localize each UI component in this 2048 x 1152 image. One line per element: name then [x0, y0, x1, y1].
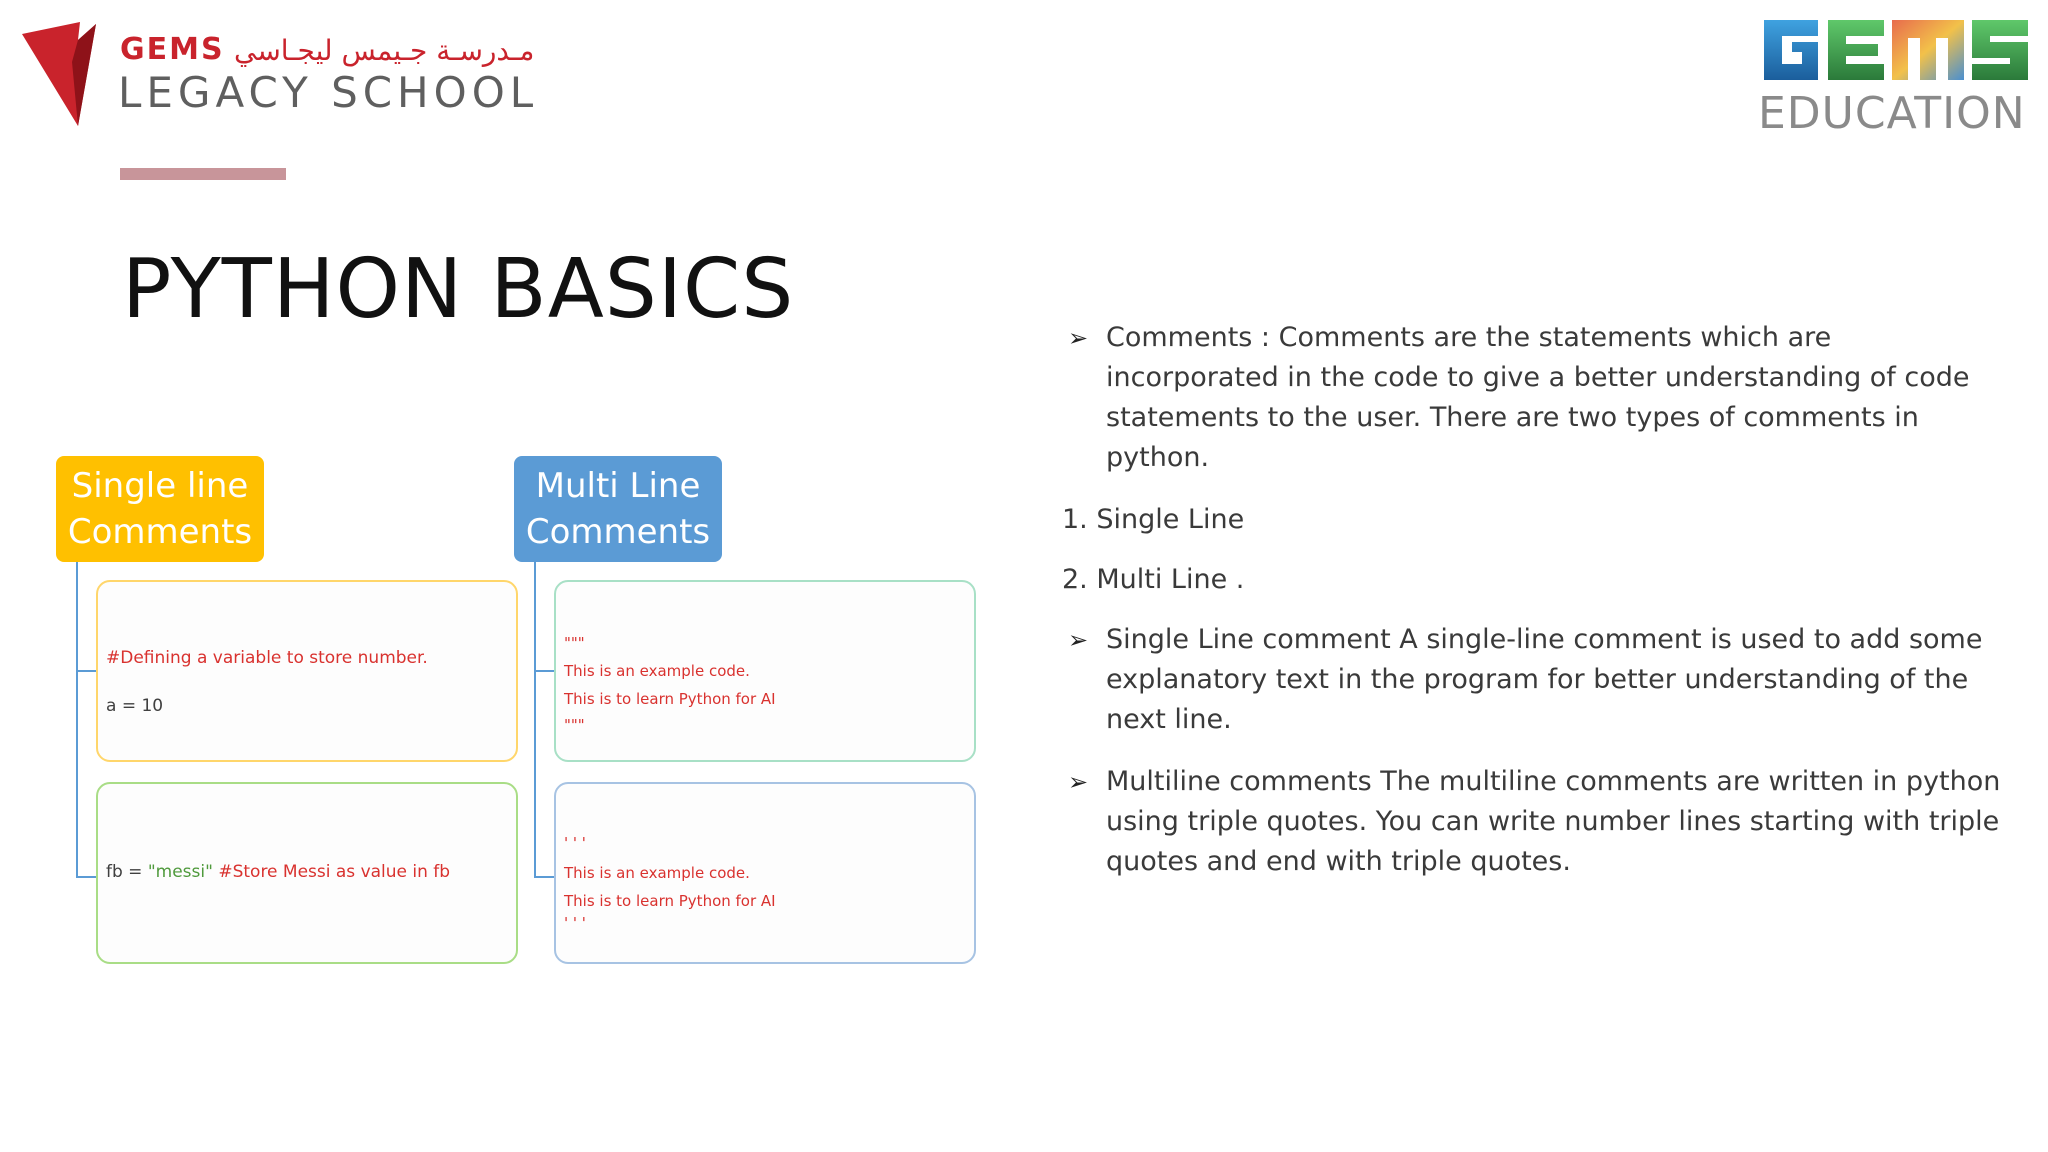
flame-emblem-icon: [20, 22, 100, 126]
school-logo: [20, 22, 540, 128]
multi-branch-1: [534, 670, 554, 672]
single-branch-1: [76, 670, 96, 672]
multi1-open-quotes: """: [564, 634, 585, 652]
inline-code-prefix: fb =: [106, 862, 148, 882]
multi2-open-quotes: ' ' ': [564, 834, 586, 852]
multi2-close-quotes: ' ' ': [564, 914, 586, 932]
school-arabic-name: مـدرسـة جـيمس ليجـاسي: [234, 34, 535, 67]
single-comment-line: #Defining a variable to store number.: [106, 648, 428, 668]
inline-code-string: "messi": [147, 862, 213, 882]
bullet-comments-text: Comments : Comments are the statements which are incorporated in the code to give a better understanding of code statements to the user. There are two types of comments in python.: [1106, 322, 1970, 473]
page-title: PYTHON BASICS: [122, 242, 795, 337]
bullet-comments: [1062, 318, 2002, 478]
education-label: EDUCATION: [1758, 88, 2026, 139]
inline-comment-code: [106, 862, 450, 882]
content-text: [1062, 318, 2002, 904]
arrow-bullet-icon: ➢: [1068, 324, 1089, 352]
single-connector-line: [76, 562, 78, 876]
gems-education-logo: [1752, 10, 2036, 146]
inline-code-comment: #Store Messi as value in fb: [212, 862, 451, 882]
multi1-line1: This is an example code.: [564, 662, 750, 680]
multi1-line2: This is to learn Python for AI: [564, 690, 776, 708]
multi1-close-quotes: """: [564, 716, 585, 734]
bullet-multiline-text: Multiline comments The multiline comments are written in python using triple quotes. You can write number lines starting with triple quotes and end with triple quotes.: [1106, 766, 2001, 877]
single-line-heading-text: Single line Comments: [67, 466, 253, 552]
comments-diagram: [52, 456, 982, 968]
multi-line-heading-text: Multi Line Comments: [525, 466, 711, 552]
multi-line-single-quote-box: [554, 782, 976, 964]
accent-bar: [120, 168, 286, 180]
bullet-single-line-comment: [1062, 620, 2002, 740]
multi-line-double-quote-box: [554, 580, 976, 762]
list-item-multi-line: 2. Multi Line .: [1062, 564, 1245, 595]
bullet-single-line-text: Single Line comment A single-line comment is used to add some explanatory text in the program for better understanding of the next line.: [1106, 624, 1983, 735]
school-name: LEGACY SCHOOL: [118, 68, 539, 117]
arrow-bullet-icon: ➢: [1068, 768, 1089, 796]
single-line-example-box: [96, 580, 518, 762]
multi2-line2: This is to learn Python for AI: [564, 892, 776, 910]
multi-branch-2: [534, 876, 554, 878]
single-code-line: a = 10: [106, 696, 164, 716]
multi-line-comments-heading: [514, 456, 722, 562]
bullet-multiline-comments: [1062, 762, 2002, 882]
gems-wordmark-icon: [1758, 12, 2032, 86]
multi-connector-line: [534, 562, 536, 876]
arrow-bullet-icon: ➢: [1068, 626, 1089, 654]
single-line-comments-heading: [56, 456, 264, 562]
single-branch-2: [76, 876, 96, 878]
single-line-inline-box: [96, 782, 518, 964]
list-item-single-line: 1. Single Line: [1062, 504, 1245, 535]
school-brand: GEMS: [120, 32, 225, 67]
multi2-line1: This is an example code.: [564, 864, 750, 882]
